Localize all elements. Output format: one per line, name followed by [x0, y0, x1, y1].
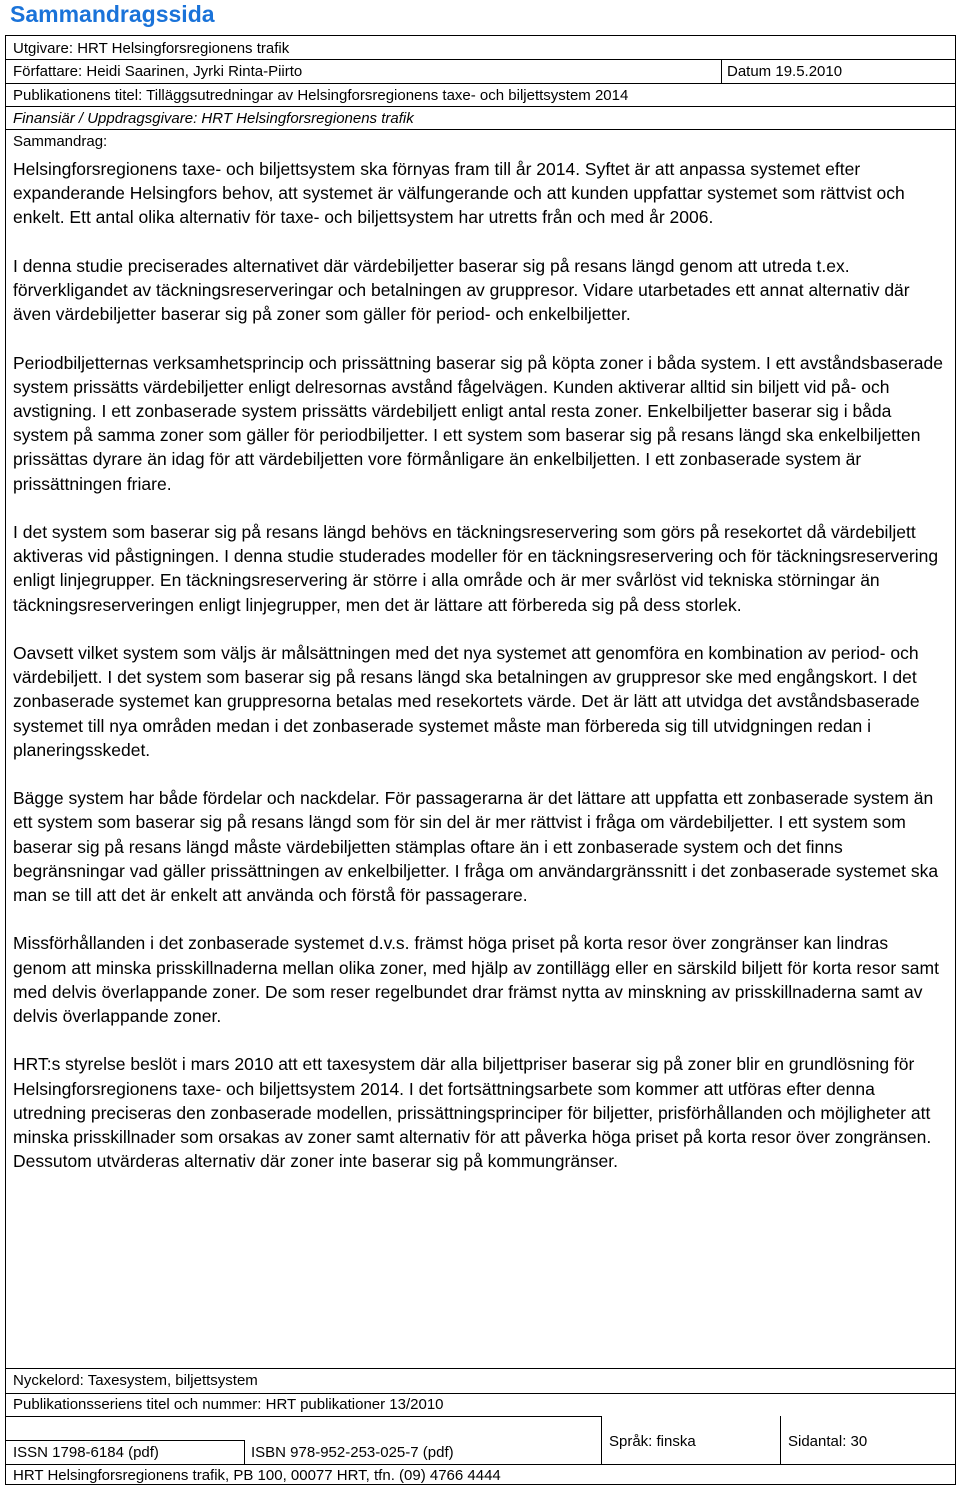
paragraph: I det system som baserar sig på resans längd behövs en täckningsreservering som görs på resekortet då värdebiljett aktiveras vid påstigningen. I denna studie studerades modeller för en täckningsreservering och för täckningsreservering enligt linjegrupper. En täckningsreservering är större i alla område och är mer svårlöst vid tekniska störningar än täckningsreserveringen enligt linjegrupper, men det är lättare att förbereda sig på dess storlek.: [13, 522, 939, 615]
divider: [5, 59, 956, 60]
page-title: Sammandragssida: [10, 1, 215, 27]
divider: [5, 129, 956, 130]
keywords: Nyckelord: Taxesystem, biljettsystem: [13, 1372, 258, 1389]
publication-title: Publikationens titel: Tilläggsutredningar av Helsingforsregionens taxe- och biljettsystem 2014: [13, 87, 629, 104]
divider: [244, 1440, 245, 1464]
pages: Sidantal: 30: [788, 1433, 868, 1450]
summary-body: [13, 157, 943, 1198]
divider: [721, 59, 722, 83]
paragraph: Oavsett vilket system som väljs är målsättningen med det nya systemet att genomföra en kombination av period- och värdebiljett. I det system som baserar sig på resans längd ska betalningen av gruppresor ske med engångskort. I det zonbaserade systemet kan gruppresorna betalas med resekortets värde. Det är lätt att utvidga det avståndsbaserade systemet till nya områden medan i det zonbaserade systemet måste man förbereda sig till utvidgningen redan i planeringsskedet.: [13, 643, 920, 760]
language: Språk: finska: [609, 1433, 696, 1450]
paragraph: Helsingforsregionens taxe- och biljettsystem ska förnyas fram till år 2014. Syftet är att anpassa systemet efter expanderande Helsingfors behov, att systemet är välfungerande och att kunden uppfattar systemet som rättvist och enkelt. Ett antal olika alternativ för taxe- och biljettsystem har utretts från och med år 2006.: [13, 159, 905, 228]
divider: [5, 106, 956, 107]
divider: [5, 83, 956, 84]
divider: [5, 1393, 956, 1394]
series: Publikationsseriens titel och nummer: HRT publikationer 13/2010: [13, 1396, 444, 1413]
paragraph: I denna studie preciserades alternativet där värdebiljetter baserar sig på resans längd genom att utreda t.ex. förverkligandet av täckningsreserveringar och betalningen av gruppresor. Vidare utarbetades ett annat alternativ där även värdebiljetter baserar sig på zoner som gäller för period- och enkelbiljetter.: [13, 255, 910, 325]
paragraph: Bägge system har både fördelar och nackdelar. För passagerarna är det lättare att uppfatta ett zonbaserade system än ett system som baserar sig på resans längd som för sin del är mer rättvist i fråga om värdebiljetter. I ett system som baserar sig på resans längd måste värdebiljetten stämplas oftare än i ett zonbaserade system och det finns begränsningar vad gäller prissättningen av enkelbiljetter. I fråga om användargränssnitt i det zonbaserade systemet ska man se till att det är enkelt att använda och förstå för passagerare.: [13, 788, 939, 906]
divider: [5, 1368, 956, 1369]
divider: [780, 1416, 781, 1464]
publisher: Utgivare: HRT Helsingforsregionens trafik: [13, 40, 290, 57]
isbn: ISBN 978-952-253-025-7 (pdf): [251, 1444, 454, 1461]
issn: ISSN 1798-6184 (pdf): [13, 1444, 159, 1461]
divider: [5, 1416, 602, 1417]
divider: [5, 1464, 956, 1465]
financier: Finansiär / Uppdragsgivare: HRT Helsingforsregionens trafik: [13, 110, 414, 127]
authors: Författare: Heidi Saarinen, Jyrki Rinta-Piirto: [13, 63, 303, 80]
divider: [5, 1440, 245, 1441]
summary-label: Sammandrag:: [13, 133, 108, 150]
address: HRT Helsingforsregionens trafik, PB 100, 00077 HRT, tfn. (09) 4766 4444: [13, 1467, 501, 1484]
date: Datum 19.5.2010: [727, 63, 843, 80]
paragraph: Missförhållanden i det zonbaserade systemet d.v.s. främst höga priset på korta resor över zongränser kan lindras genom att minska prisskillnaderna mellan olika zoner, med hjälp av zontillägg eller en särskild biljett för korta resor samt med delvis överlappande zoner. De som reser regelbundet drar främst nytta av minskning av prisskillnaderna samt av delvis överlappande zoner.: [13, 933, 939, 1027]
divider: [601, 1416, 602, 1464]
paragraph: Periodbiljetternas verksamhetsprincip och prissättning baserar sig på köpta zoner i båda system. I ett avståndsbaserade system prissätts värdebiljetter enligt delresornas avstånd fågelvägen. Kunden aktiverar alltid sin biljett vid på- och avstigning. I ett zonbaserade system prissätts värdebiljett enligt antal resta zoner. Enkelbiljetter baserar sig i båda system på samma zoner som gäller för periodbiljetter. I ett system som baserar sig på resans längd ska enkelbiljetten prissättas dyrare än idag för att värdebiljetten vore förmånligare än enkelbiljetten. I ett zonbaserade system är prissättningen friare.: [13, 352, 943, 494]
paragraph: HRT:s styrelse beslöt i mars 2010 att ett taxesystem där alla biljettpriser baserar sig på zoner blir en grundlösning för Helsingforsregionens taxe- och biljettsystem 2014. I det fortsättningsarbete som kommer att utföras efter denna utredning preciseras den zonbaserade modellen, prissättningsprinciper för biljetter, prisförhållanden och möjligheter att minska prisskillnader som orsakas av zoner samt alternativ för att påverka höga priset på korta resor över zongränsen. Dessutom utvärderas alternativ där zoner inte baserar sig på kommungränser.: [13, 1054, 932, 1172]
